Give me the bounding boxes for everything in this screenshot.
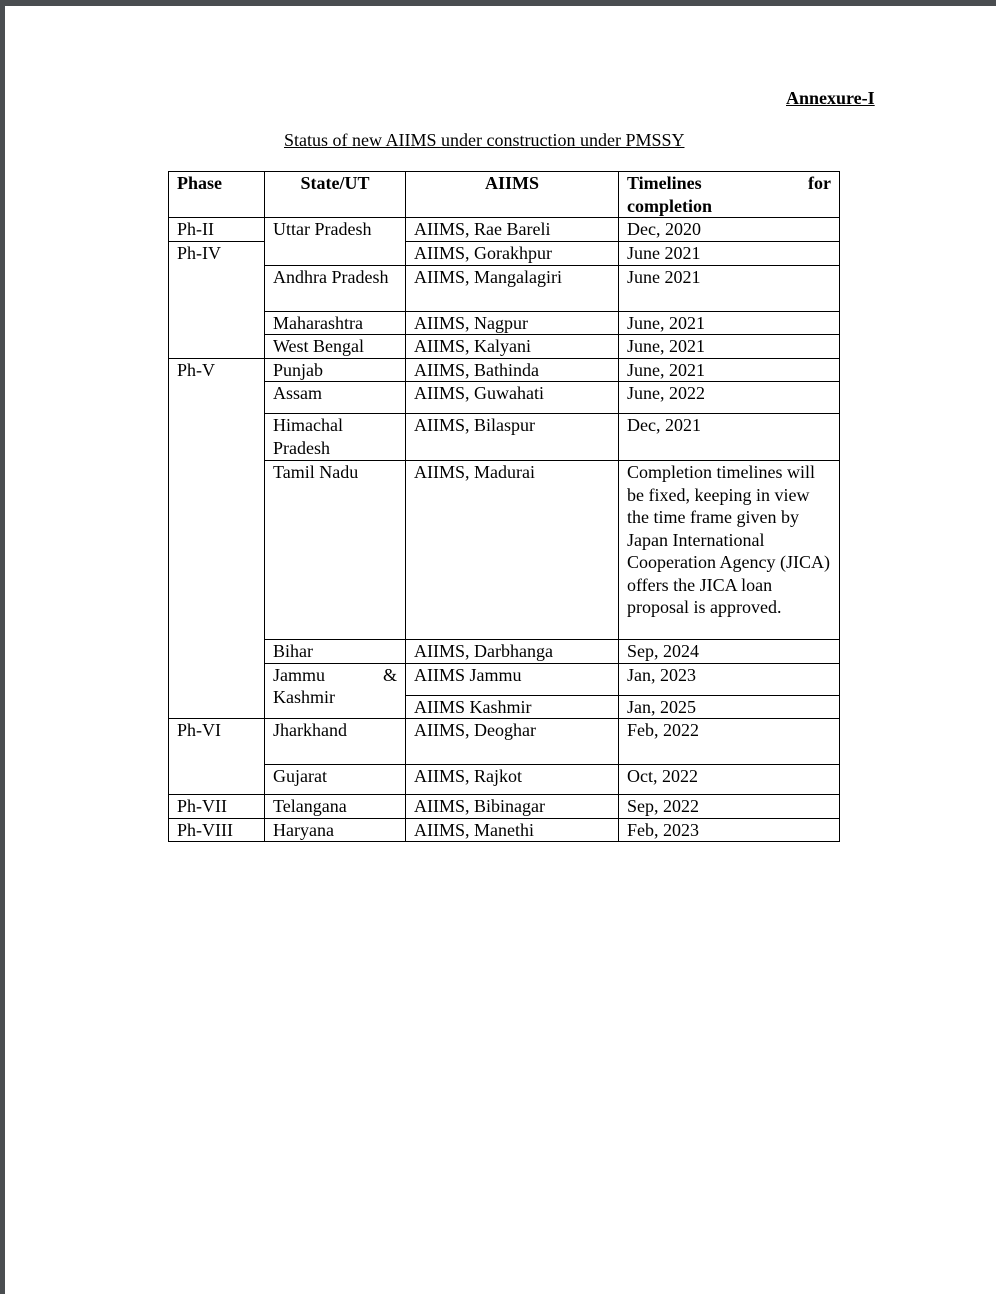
cell-timeline: Feb, 2022 — [619, 719, 840, 765]
cell-timeline: June, 2021 — [619, 311, 840, 335]
annexure-label: Annexure-I — [786, 88, 875, 108]
table-row — [169, 719, 840, 765]
cell-state: Uttar Pradesh — [265, 218, 406, 266]
cell-state: Maharashtra — [265, 311, 406, 335]
header-phase: Phase — [169, 172, 265, 218]
table-row — [169, 414, 840, 461]
cell-aiims: AIIMS, Madurai — [406, 461, 619, 640]
cell-timeline: June 2021 — [619, 242, 840, 266]
cell-aiims: AIIMS, Mangalagiri — [406, 265, 619, 311]
cell-timeline: Jan, 2025 — [619, 695, 840, 719]
cell-state: Punjab — [265, 358, 406, 382]
cell-timeline: Sep, 2022 — [619, 795, 840, 819]
cell-timeline: June, 2021 — [619, 335, 840, 359]
table-row — [169, 358, 840, 382]
cell-state: Bihar — [265, 640, 406, 664]
cell-aiims: AIIMS, Rajkot — [406, 765, 619, 795]
cell-aiims: AIIMS Kashmir — [406, 695, 619, 719]
cell-timeline: Completion timelines will be fixed, keeping in view the time frame given by Japan International Cooperation Agency (JICA) offers the JICA loan proposal is approved. — [619, 461, 840, 640]
cell-aiims: AIIMS, Manethi — [406, 818, 619, 842]
table-row — [169, 218, 840, 242]
cell-aiims: AIIMS, Bathinda — [406, 358, 619, 382]
cell-phase: Ph-VII — [169, 795, 265, 819]
header-aiims: AIIMS — [406, 172, 619, 218]
table-row — [169, 765, 840, 795]
cell-state: Haryana — [265, 818, 406, 842]
cell-phase: Ph-VIII — [169, 818, 265, 842]
header-timeline-word2: for — [808, 173, 831, 193]
table-row — [169, 663, 840, 695]
cell-aiims: AIIMS, Bilaspur — [406, 414, 619, 461]
cell-aiims: AIIMS, Rae Bareli — [406, 218, 619, 242]
cell-state: Himachal Pradesh — [265, 414, 406, 461]
header-timeline-word1: Timelines — [627, 173, 702, 193]
cell-phase: Ph-IV — [169, 242, 265, 359]
cell-phase: Ph-II — [169, 218, 265, 242]
header-state: State/UT — [265, 172, 406, 218]
cell-timeline: June, 2021 — [619, 358, 840, 382]
cell-aiims: AIIMS, Darbhanga — [406, 640, 619, 664]
table-row — [169, 335, 840, 359]
table-row — [169, 265, 840, 311]
cell-state: Telangana — [265, 795, 406, 819]
cell-timeline: Dec, 2021 — [619, 414, 840, 461]
cell-aiims: AIIMS Jammu — [406, 663, 619, 695]
table-header-row — [169, 172, 840, 218]
table-row — [169, 795, 840, 819]
cell-state: Andhra Pradesh — [265, 265, 406, 311]
cell-aiims: AIIMS, Nagpur — [406, 311, 619, 335]
table-row — [169, 382, 840, 414]
table-row — [169, 311, 840, 335]
cell-state: Gujarat — [265, 765, 406, 795]
cell-phase: Ph-VI — [169, 719, 265, 795]
table-row — [169, 640, 840, 664]
cell-state: Tamil Nadu — [265, 461, 406, 640]
cell-timeline: June 2021 — [619, 265, 840, 311]
cell-timeline: Dec, 2020 — [619, 218, 840, 242]
document-title: Status of new AIIMS under construction under PMSSY — [284, 130, 685, 150]
cell-state: West Bengal — [265, 335, 406, 359]
cell-timeline: Jan, 2023 — [619, 663, 840, 695]
header-timeline-word3: completion — [627, 195, 712, 216]
header-timeline — [619, 172, 840, 218]
cell-aiims: AIIMS, Bibinagar — [406, 795, 619, 819]
cell-aiims: AIIMS, Kalyani — [406, 335, 619, 359]
cell-state: Jammu & Kashmir — [265, 663, 406, 719]
table-row — [169, 461, 840, 640]
table-row — [169, 818, 840, 842]
cell-state: Assam — [265, 382, 406, 414]
cell-state: Jharkhand — [265, 719, 406, 765]
aiims-status-table — [168, 171, 840, 842]
cell-timeline: Sep, 2024 — [619, 640, 840, 664]
cell-aiims: AIIMS, Gorakhpur — [406, 242, 619, 266]
cell-timeline: Oct, 2022 — [619, 765, 840, 795]
cell-phase: Ph-V — [169, 358, 265, 719]
cell-aiims: AIIMS, Guwahati — [406, 382, 619, 414]
cell-aiims: AIIMS, Deoghar — [406, 719, 619, 765]
cell-timeline: Feb, 2023 — [619, 818, 840, 842]
cell-timeline: June, 2022 — [619, 382, 840, 414]
